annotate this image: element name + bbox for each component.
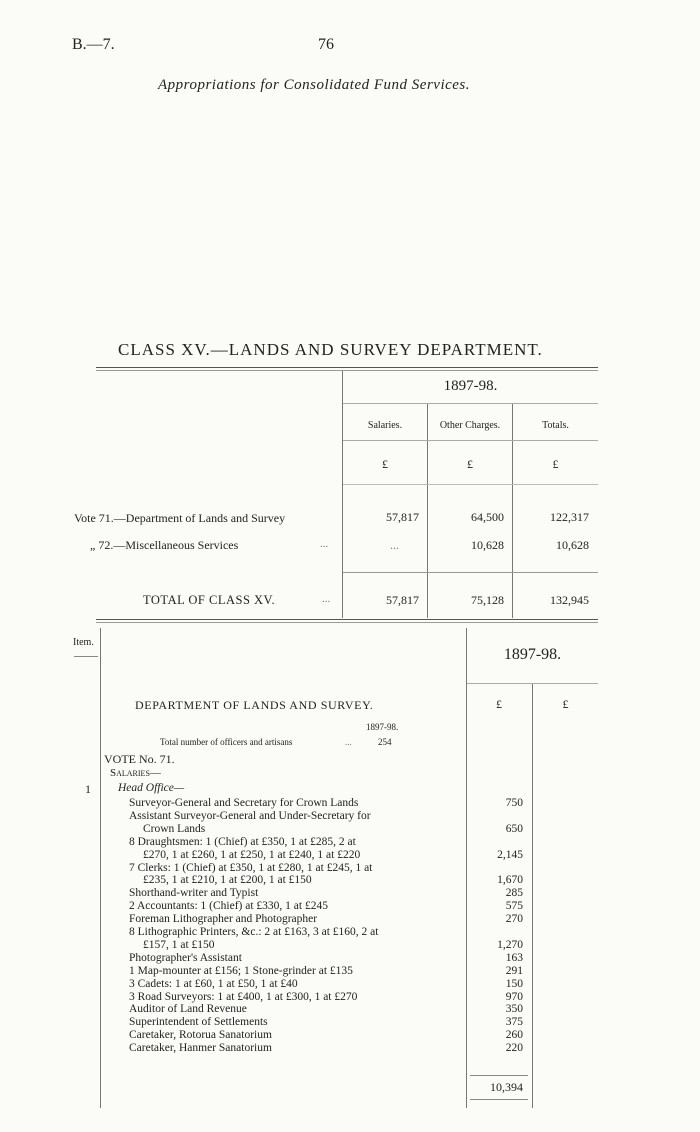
officers-count: 254 xyxy=(378,737,392,747)
salary-line-text: Caretaker, Rotorua Sanatorium xyxy=(129,1029,272,1042)
detail-currency: £ xyxy=(496,697,502,711)
salary-line-text: 3 Road Surveyors: 1 at £400, 1 at £300, 1 at £270 xyxy=(129,990,358,1003)
salaries-heading: Salaries— xyxy=(110,767,161,779)
vote-71-label: Vote 71.—Department of Lands and Survey xyxy=(74,511,286,525)
officers-label: Total number of officers and artisans xyxy=(160,737,293,747)
salary-line-text: 3 Cadets: 1 at £60, 1 at £50, 1 at £40 xyxy=(129,977,298,990)
class-total-other: 75,128 xyxy=(471,593,504,607)
col-header-totals: Totals. xyxy=(542,420,569,431)
salary-line-amount: 163 xyxy=(505,951,523,964)
salary-line-text: Crown Lands xyxy=(143,822,206,835)
document-reference: B.—7. xyxy=(72,36,115,53)
page-number: 76 xyxy=(318,36,334,53)
salary-line-text: Surveyor-General and Secretary for Crown Lands xyxy=(129,797,359,809)
salary-line-amount: 750 xyxy=(505,797,523,809)
salary-line-text: Assistant Surveyor-General and Under-Secretary for xyxy=(129,809,371,822)
vote-heading: VOTE No. 71. xyxy=(104,752,175,766)
subtotal-rule xyxy=(470,1075,528,1076)
vote-72-other: 10,628 xyxy=(471,538,504,552)
vote-71-salaries: 57,817 xyxy=(386,510,419,524)
vote-71-totals: 122,317 xyxy=(550,510,589,524)
officers-year: 1897-98. xyxy=(366,722,399,732)
salary-line-text: 2 Accountants: 1 (Chief) at £330, 1 at £245 xyxy=(129,900,328,913)
vote-72-label: „ 72.—Miscellaneous Services xyxy=(90,538,239,552)
detail-year-heading: 1897-98. xyxy=(503,646,562,663)
page-title: Appropriations for Consolidated Fund Services. xyxy=(158,77,471,93)
department-title: DEPARTMENT OF LANDS AND SURVEY. xyxy=(135,698,374,712)
salary-line-amount: 1,270 xyxy=(497,938,523,951)
salary-line-text: £270, 1 at £260, 1 at £250, 1 at £240, 1 at £220 xyxy=(143,848,361,861)
salary-line-text: Auditor of Land Revenue xyxy=(129,1003,247,1016)
currency-symbol: £ xyxy=(382,457,388,471)
office-heading: Head Office— xyxy=(118,782,185,794)
salary-line-amount: 970 xyxy=(505,990,523,1003)
salary-line-amount: 1,670 xyxy=(497,874,523,887)
class-total-label: TOTAL OF CLASS XV. xyxy=(143,593,276,607)
vote-71-other: 64,500 xyxy=(471,510,504,524)
subtotal-amount: 10,394 xyxy=(490,1080,523,1094)
salary-line-text: Shorthand-writer and Typist xyxy=(129,887,259,900)
salary-line-amount: 150 xyxy=(505,977,523,990)
salary-line-text: Foreman Lithographer and Photographer xyxy=(129,913,318,926)
salary-line-text: 8 Draughtsmen: 1 (Chief) at £350, 1 at £285, 2 at xyxy=(129,835,356,848)
salary-line-text: Photographer's Assistant xyxy=(129,951,242,964)
class-total-salaries: 57,817 xyxy=(386,593,419,607)
currency-symbol: £ xyxy=(552,457,559,471)
salary-line-amount: 575 xyxy=(505,900,523,913)
vote-72-totals: 10,628 xyxy=(556,538,589,552)
item-column-header: Item. xyxy=(73,637,94,648)
salary-line-text: 8 Lithographic Printers, &c.: 2 at £163, 3 at £160, 2 at xyxy=(129,926,379,938)
salary-line-amount: 375 xyxy=(505,1016,523,1029)
salary-line-text: Superintendent of Settlements xyxy=(129,1016,268,1029)
col-header-salaries: Salaries. xyxy=(367,420,403,431)
vote-72-salaries: ... xyxy=(390,538,399,552)
salary-line-text: 1 Map-mounter at £156; 1 Stone-grinder at £135 xyxy=(129,964,353,977)
salary-line-amount: 285 xyxy=(505,887,523,900)
salary-line-text: £235, 1 at £210, 1 at £200, 1 at £150 xyxy=(143,874,312,887)
class-title: CLASS XV.—LANDS AND SURVEY DEPARTMENT. xyxy=(118,340,543,359)
col-header-other: Other Charges. xyxy=(439,420,501,431)
detail-currency: £ xyxy=(562,697,569,711)
salary-line-amount: 291 xyxy=(505,964,523,977)
currency-symbol: £ xyxy=(467,457,473,471)
salary-line-text: £157, 1 at £150 xyxy=(143,938,215,951)
salary-line-text: 7 Clerks: 1 (Chief) at £350, 1 at £280, 1 at £245, 1 at xyxy=(129,861,373,874)
subtotal-bottom-rule xyxy=(470,1099,528,1100)
item-number: 1 xyxy=(85,782,91,796)
salary-line-amount: 650 xyxy=(505,822,523,835)
salary-line-amount: 350 xyxy=(505,1003,523,1016)
year-heading: 1897-98. xyxy=(443,378,498,394)
salary-line-text: Caretaker, Hanmer Sanatorium xyxy=(129,1042,272,1055)
salary-line-amount: 220 xyxy=(505,1042,523,1055)
salary-line-amount: 270 xyxy=(505,913,523,926)
salary-line-amount: 260 xyxy=(505,1029,523,1042)
salary-line-amount: 2,145 xyxy=(497,848,523,861)
class-total-totals: 132,945 xyxy=(550,593,589,607)
